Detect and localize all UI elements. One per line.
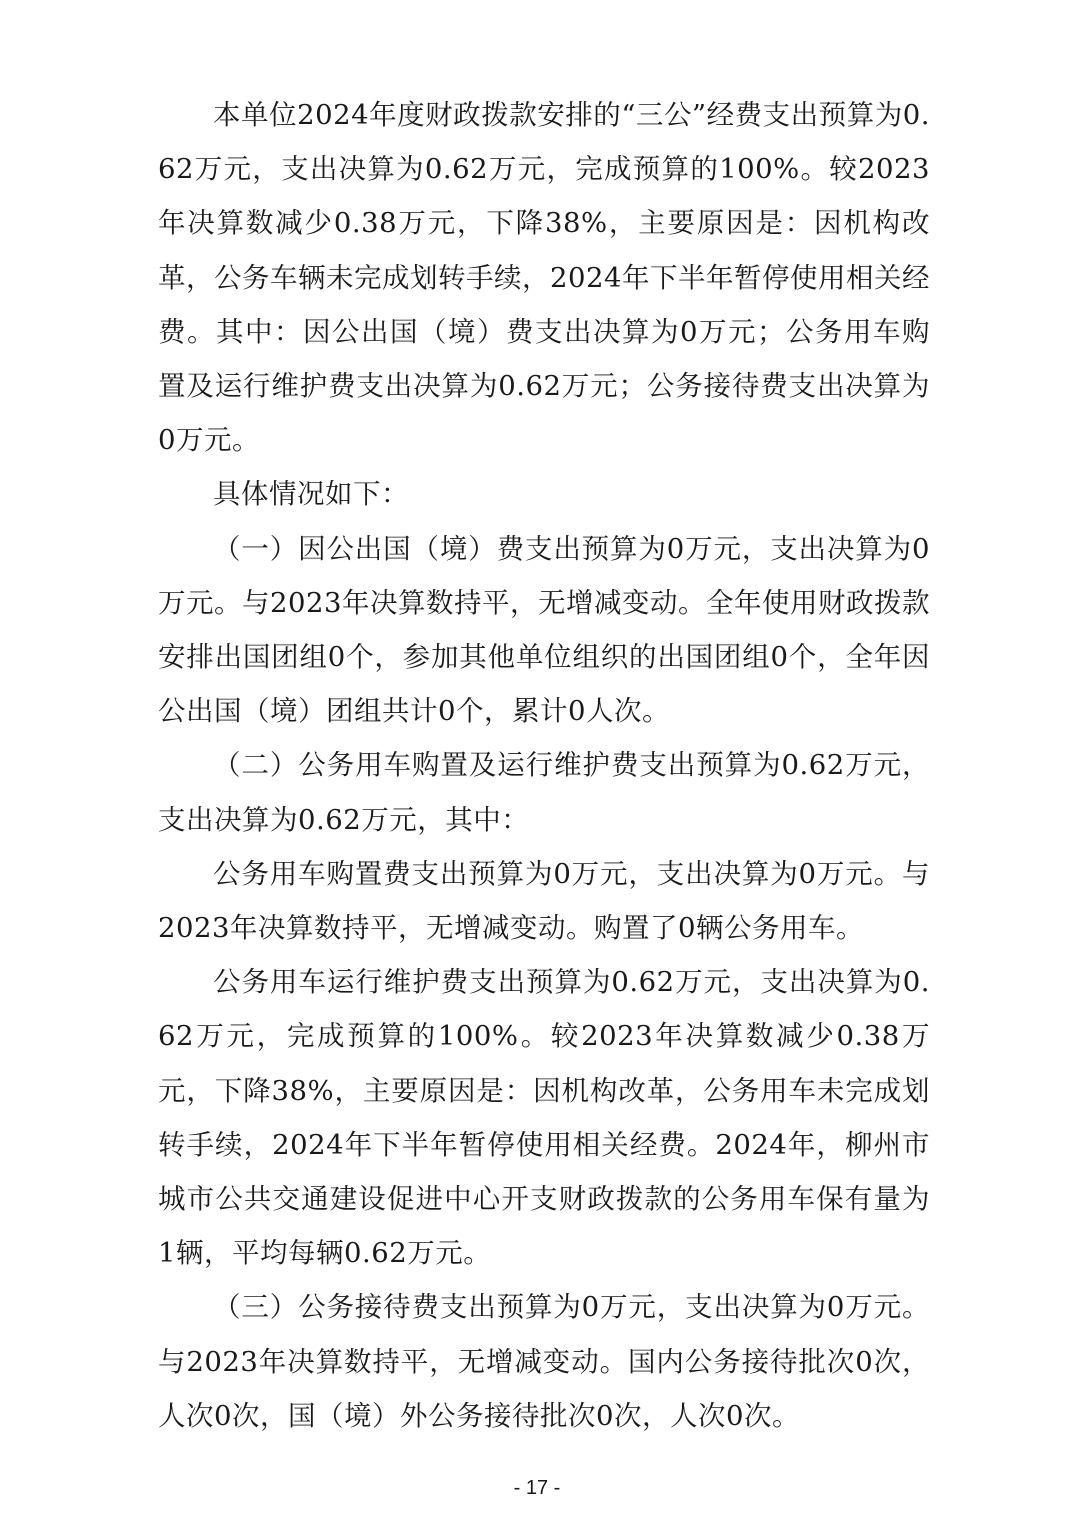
- paragraph-overseas-travel: （一）因公出国（境）费支出预算为0万元，支出决算为0万元。与2023年决算数持平，无增减变动。全年使用财政拨款安排出国团组0个，参加其他单位组织的出国团组0个，全年因公出国（境）团组共计0个，累计0人次。: [158, 532, 930, 728]
- document-body: [158, 88, 930, 1443]
- paragraph-reception: （三）公务接待费支出预算为0万元，支出决算为0万元。与2023年决算数持平，无增减变动。国内公务接待批次0次，人次0次，国（境）外公务接待批次0次，人次0次。: [158, 1291, 930, 1432]
- paragraph-vehicle-expenses: （二）公务用车购置及运行维护费支出预算为0.62万元，支出决算为0.62万元，其中：: [158, 749, 930, 836]
- paragraph-vehicle-maintenance: 公务用车运行维护费支出预算为0.62万元，支出决算为0.62万元，完成预算的100%。较2023年决算数减少0.38万元，下降38%，主要原因是：因机构改革，公务用车未完成划转手续，2024年下半年暂停使用相关经费。2024年，柳州市城市公共交通建设促进中心开支财政拨款的公务用车保有量为1辆，平均每辆0.62万元。: [158, 966, 930, 1270]
- paragraph-vehicle-purchase: 公务用车购置费支出预算为0万元，支出决算为0万元。与2023年决算数持平，无增减变动。购置了0辆公务用车。: [158, 857, 930, 945]
- paragraph-summary: 本单位2024年度财政拨款安排的“三公”经费支出预算为0.62万元，支出决算为0.62万元，完成预算的100%。较2023年决算数减少0.38万元，下降38%，主要原因是：因机构改革，公务车辆未完成划转手续，2024年下半年暂停使用相关经费。其中：因公出国（境）费支出决算为0万元；公务用车购置及运行维护费支出决算为0.62万元；公务接待费支出决算为0万元。: [158, 99, 930, 457]
- page-number: - 17 -: [513, 1477, 561, 1499]
- paragraph-details-intro: 具体情况如下：: [213, 478, 409, 511]
